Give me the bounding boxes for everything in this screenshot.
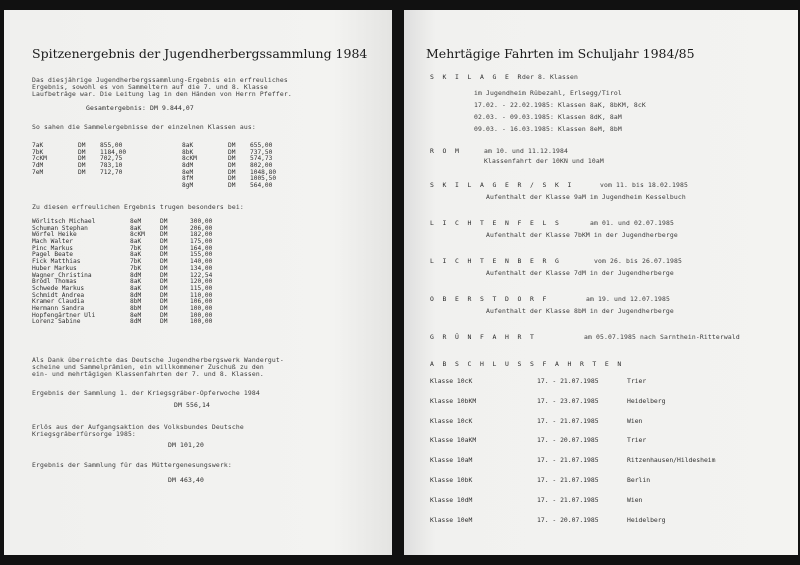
intro-line-2: Ergebnis, sowohl es von Sammeltern auf die 7. und 8. Klasse — [32, 83, 268, 91]
individual-row: Kramer Claudia 8bM DM 106,00 — [32, 298, 213, 306]
individual-row: Wörfel Heike 8cKM DM 182,00 — [32, 231, 213, 239]
class-row: 7bK DM 1184,00 — [32, 148, 127, 156]
class-row: 8cKM DM 574,73 — [182, 155, 273, 163]
trip-row: Klasse 10aM 17. - 21.07.1985 Ritzenhausen/Hildesheim — [430, 456, 716, 465]
right-page — [404, 10, 798, 555]
individual-row: Wörlitsch Michael 8eM DM 300,00 — [32, 218, 213, 225]
individual-row: Wagner Christina 8dM DM 122,54 — [32, 271, 213, 279]
individual-row: Hopfengärtner Uli 8eM DM 100,00 — [32, 311, 213, 319]
skilager-heading-suffix: der 8. Klassen — [522, 73, 578, 81]
class-row: 7dM DM 783,10 — [32, 162, 123, 170]
gruenfahrt-heading: G R Ü N F A H R T — [430, 333, 537, 341]
intro-line-3: Laufbeträge war. Die Leitung lag in den Händen von Herrn Pfeffer. — [32, 90, 292, 98]
trip-row: Klasse 10bKM 17. - 23.07.1985 Heidelberg — [430, 396, 666, 405]
thanks-line-3: ein- und mehrtägigen Klassenfahrten der 7. und 8. Klassen. — [32, 370, 264, 378]
erloes-line-1: Erlös aus der Aufgangsaktion des Volksbundes Deutsche — [32, 423, 244, 431]
skilager2-heading-suffix: vom 11. bis 18.02.1985 — [600, 181, 688, 189]
skilager2-heading: S K I L A G E R / S K I — [430, 181, 574, 189]
individual-row: Schwede Markus 8aK DM 115,00 — [32, 284, 213, 292]
skilager-line-4: 09.03. - 16.03.1985: Klassen 8eM, 8bM — [474, 125, 622, 133]
skilager-line-2: 17.02. - 22.02.1985: Klassen 8aK, 8bKM, 8cK — [474, 101, 646, 109]
class-row: 7eM DM 712,70 — [32, 168, 123, 176]
thanks-line-2: scheine und Sammelprämien, ein willkommener Zuschuß zu den — [32, 363, 264, 371]
lichtenberg-heading-suffix: vom 26. bis 26.07.1985 — [594, 257, 682, 265]
individual-row: Lorenz Sabine 8dM DM 100,00 — [32, 318, 213, 326]
individual-row: Pinc Markus 7bK DM 164,00 — [32, 244, 213, 252]
individual-row: Brodl Thomas 8aK DM 120,00 — [32, 278, 213, 286]
lichtenfels-line: Aufenthalt der Klasse 7bKM in der Jugendherberge — [486, 231, 678, 239]
lichtenberg-line: Aufenthalt der Klasse 7dM in der Jugendherberge — [486, 269, 674, 277]
last-line: Ergebnis der Sammlung für das Müttergenesungswerk: — [32, 461, 232, 469]
individual-results — [32, 219, 212, 326]
skilager-line-1: im Jugendheim Rübezahl, Erlsegg/Tirol — [474, 89, 622, 97]
rom-heading: R O M — [430, 147, 462, 155]
erloes-line-2: Kriegsgräberfürsorge 1985: — [32, 430, 136, 438]
sammlung-amount: DM 556,14 — [174, 401, 210, 409]
class-results-heading: So sahen die Sammelergebnisse der einzelnen Klassen aus: — [32, 123, 256, 131]
right-page-title: Mehrtägige Fahrten im Schuljahr 1984/85 — [426, 46, 695, 61]
class-row: 8aK DM 655,00 — [182, 142, 273, 149]
individual-row: Schuman Stephan 8aK DM 206,00 — [32, 224, 213, 232]
abschlussfahrten-heading: A B S C H L U S S F A H R T E N — [430, 360, 624, 368]
class-results-right — [182, 143, 330, 190]
individual-row: Mach Walter 8aK DM 175,00 — [32, 238, 213, 246]
trip-row: Klasse 10bK 17. - 21.07.1985 Berlin — [430, 475, 651, 484]
sammlung-line: Ergebnis der Sammlung 1. der Kriegsgräber-Opferwoche 1984 — [32, 389, 260, 397]
trip-row: Klasse 10dM 17. - 21.07.1985 Wien — [430, 495, 643, 504]
trips-table — [430, 372, 716, 530]
trip-row: Klasse 10cK 17. - 21.07.1985 Wien — [430, 416, 643, 425]
trip-row: Klasse 10cK 17. - 21.07.1985 Trier — [430, 377, 647, 385]
lichtenberg-heading: L I C H T E N B E R G — [430, 257, 562, 265]
erloes-amount: DM 101,20 — [168, 441, 204, 449]
rom-line: Klassenfahrt der 10KN und 10aM — [484, 157, 604, 165]
oberstdorf-heading-suffix: am 19. und 12.07.1985 — [586, 295, 670, 303]
last-amount: DM 463,40 — [168, 476, 204, 484]
class-row: 8fM DM 1005,50 — [182, 175, 277, 183]
rom-heading-suffix: am 10. und 11.12.1984 — [484, 147, 568, 155]
individual-row: Schmidt Andrea 8dM DM 110,00 — [32, 291, 213, 299]
intro-line-1: Das diesjährige Jugendherbergssammlung-Ergebnis ein erfreuliches — [32, 76, 288, 84]
individual-results-heading: Zu diesen erfreulichen Ergebnis trugen besonders bei: — [32, 203, 244, 211]
oberstdorf-line: Aufenthalt der Klasse 8bM in der Jugendherberge — [486, 307, 674, 315]
class-row: 8bK DM 737,50 — [182, 148, 273, 156]
skilager-heading: S K I L A G E R — [430, 73, 524, 81]
individual-row: Fick Matthias 7bK DM 140,00 — [32, 258, 213, 266]
left-page-title: Spitzenergebnis der Jugendherbergssammlung 1984 — [32, 46, 368, 61]
trip-row: Klasse 10eM 17. - 20.07.1985 Heidelberg — [430, 515, 666, 524]
individual-row: Huber Markus 7bK DM 134,00 — [32, 264, 213, 272]
class-results-left — [32, 143, 180, 176]
gruenfahrt-heading-suffix: am 05.07.1985 nach Sarnthein-Ritterwald — [584, 333, 740, 341]
skilager2-line: Aufenthalt der Klasse 9aM im Jugendheim Kesselbuch — [486, 193, 686, 201]
lichtenfels-heading-suffix: am 01. und 02.07.1985 — [590, 219, 674, 227]
total-result: Gesamtergebnis: DM 9.844,07 — [86, 104, 194, 112]
class-row: 8eM DM 1048,80 — [182, 168, 277, 176]
oberstdorf-heading: O B E R S T D O R F — [430, 295, 549, 303]
trip-row: Klasse 10aKM 17. - 20.07.1985 Trier — [430, 436, 647, 445]
class-row: 7aK DM 855,00 — [32, 142, 123, 149]
class-row: 8gM DM 564,00 — [182, 182, 273, 190]
class-row: 8dM DM 802,00 — [182, 162, 273, 170]
class-row: 7cKM DM 702,75 — [32, 155, 123, 163]
individual-row: Pagel Beate 8aK DM 155,00 — [32, 251, 213, 259]
skilager-line-3: 02.03. - 09.03.1985: Klassen 8dK, 8aM — [474, 113, 622, 121]
individual-row: Hermann Sandra 8bM DM 100,00 — [32, 304, 213, 312]
thanks-line-1: Als Dank überreichte das Deutsche Jugendherbergswerk Wandergut- — [32, 356, 284, 364]
left-page — [4, 10, 392, 555]
lichtenfels-heading: L I C H T E N F E L S — [430, 219, 562, 227]
